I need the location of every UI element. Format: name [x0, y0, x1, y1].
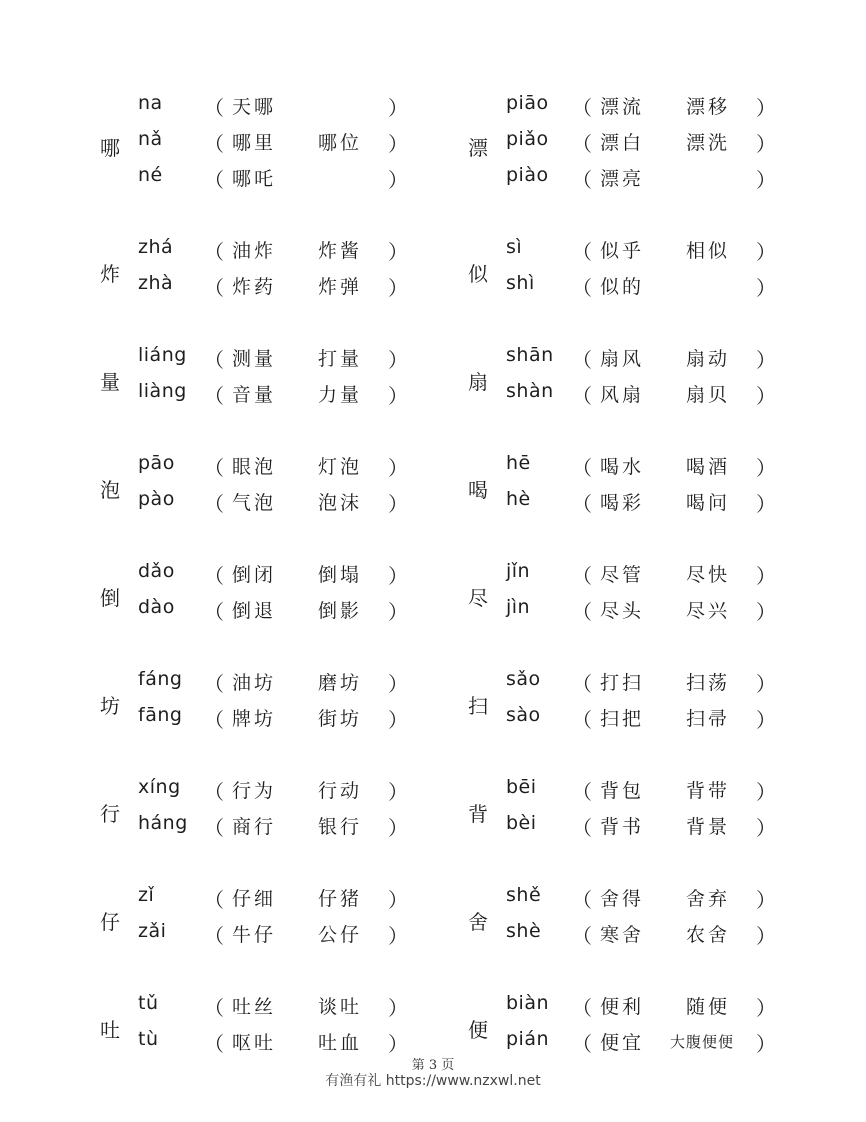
- example-word-2: 谈吐: [318, 996, 363, 1018]
- pinyin: tǔ: [138, 992, 159, 1014]
- pinyin: shàn: [506, 380, 554, 402]
- close-paren: ）: [388, 348, 408, 372]
- head-character: 泡: [100, 478, 120, 502]
- reading-row: [506, 596, 806, 632]
- example-word-2: 吐血: [318, 1032, 363, 1054]
- pinyin: háng: [138, 812, 188, 834]
- example-word-1: 似乎: [600, 240, 645, 262]
- example-word-2: 磨坊: [318, 672, 363, 694]
- pinyin: xíng: [138, 776, 181, 798]
- example-word-1: 喝彩: [600, 492, 645, 514]
- example-word-2: 炸酱: [318, 240, 363, 262]
- example-word-1: 风扇: [600, 384, 645, 406]
- reading-row: [138, 236, 438, 272]
- pinyin: fāng: [138, 704, 183, 726]
- head-character: 背: [468, 802, 488, 826]
- open-paren: （: [204, 708, 224, 732]
- pinyin: tù: [138, 1028, 159, 1050]
- head-character: 似: [468, 262, 488, 286]
- close-paren: ）: [388, 492, 408, 516]
- pinyin: né: [138, 164, 163, 186]
- example-word-2: 打量: [318, 348, 363, 370]
- example-word-1: 尽管: [600, 564, 645, 586]
- open-paren: （: [204, 132, 224, 156]
- close-paren: ）: [388, 132, 408, 156]
- example-word-1: 扫把: [600, 708, 645, 730]
- example-word-2: 银行: [318, 816, 363, 838]
- pinyin: hè: [506, 488, 531, 510]
- example-word-1: 扇风: [600, 348, 645, 370]
- example-word-2: 行动: [318, 780, 363, 802]
- close-paren: ）: [388, 276, 408, 300]
- reading-row: [506, 920, 806, 956]
- close-paren: ）: [756, 600, 776, 624]
- pinyin: nǎ: [138, 128, 163, 150]
- reading-row: [506, 992, 806, 1028]
- example-word-1: 舍得: [600, 888, 645, 910]
- open-paren: （: [572, 780, 592, 804]
- example-word-1: 喝水: [600, 456, 645, 478]
- open-paren: （: [572, 564, 592, 588]
- example-word-1: 炸药: [232, 276, 277, 298]
- pinyin: pào: [138, 488, 175, 510]
- pinyin: zhà: [138, 272, 174, 294]
- close-paren: ）: [388, 996, 408, 1020]
- example-word-2: 力量: [318, 384, 363, 406]
- close-paren: ）: [388, 96, 408, 120]
- open-paren: （: [204, 348, 224, 372]
- open-paren: （: [572, 456, 592, 480]
- example-word-2: 背带: [686, 780, 731, 802]
- pinyin: sào: [506, 704, 541, 726]
- reading-row: [138, 560, 438, 596]
- open-paren: （: [572, 96, 592, 120]
- head-character: 喝: [468, 478, 488, 502]
- example-word-1: 哪里: [232, 132, 277, 154]
- close-paren: ）: [388, 564, 408, 588]
- reading-row: [138, 596, 438, 632]
- pinyin: bēi: [506, 776, 537, 798]
- example-word-2: 泡沫: [318, 492, 363, 514]
- example-word-2: 仔猪: [318, 888, 363, 910]
- reading-row: [506, 272, 806, 308]
- pinyin: shè: [506, 920, 542, 942]
- reading-row: [506, 452, 806, 488]
- example-word-2: 哪位: [318, 132, 363, 154]
- close-paren: ）: [388, 168, 408, 192]
- example-word-1: 呕吐: [232, 1032, 277, 1054]
- reading-row: [138, 920, 438, 956]
- open-paren: （: [204, 168, 224, 192]
- close-paren: ）: [756, 1032, 776, 1056]
- head-character: 舍: [468, 910, 488, 934]
- example-word-2: 倒影: [318, 600, 363, 622]
- example-word-1: 寒舍: [600, 924, 645, 946]
- head-character: 扇: [468, 370, 488, 394]
- example-word-2: 农舍: [686, 924, 731, 946]
- example-word-1: 天哪: [232, 96, 277, 118]
- example-word-1: 音量: [232, 384, 277, 406]
- open-paren: （: [572, 708, 592, 732]
- head-character: 坊: [100, 694, 120, 718]
- example-word-2: 炸弹: [318, 276, 363, 298]
- open-paren: （: [204, 276, 224, 300]
- open-paren: （: [572, 132, 592, 156]
- example-word-1: 漂白: [600, 132, 645, 154]
- reading-row: [138, 344, 438, 380]
- reading-row: [138, 884, 438, 920]
- open-paren: （: [204, 240, 224, 264]
- pinyin: shān: [506, 344, 554, 366]
- example-word-1: 吐丝: [232, 996, 277, 1018]
- head-character: 仔: [100, 910, 120, 934]
- open-paren: （: [204, 492, 224, 516]
- close-paren: ）: [388, 456, 408, 480]
- open-paren: （: [572, 924, 592, 948]
- reading-row: [506, 560, 806, 596]
- example-word-1: 眼泡: [232, 456, 277, 478]
- pinyin: piào: [506, 164, 549, 186]
- example-word-2: 扇动: [686, 348, 731, 370]
- head-character: 炸: [100, 262, 120, 286]
- close-paren: ）: [388, 384, 408, 408]
- open-paren: （: [204, 456, 224, 480]
- example-word-1: 牌坊: [232, 708, 277, 730]
- head-character: 便: [468, 1018, 488, 1042]
- example-word-1: 漂亮: [600, 168, 645, 190]
- example-word-2: 尽兴: [686, 600, 731, 622]
- open-paren: （: [204, 1032, 224, 1056]
- pinyin: liáng: [138, 344, 187, 366]
- example-word-1: 仔细: [232, 888, 277, 910]
- head-character: 尽: [468, 586, 488, 610]
- example-word-1: 测量: [232, 348, 277, 370]
- open-paren: （: [572, 672, 592, 696]
- pinyin: bèi: [506, 812, 537, 834]
- pinyin: zǎi: [138, 920, 167, 942]
- pinyin: sǎo: [506, 668, 541, 690]
- reading-row: [138, 452, 438, 488]
- reading-row: [138, 380, 438, 416]
- reading-row: [138, 272, 438, 308]
- open-paren: （: [572, 996, 592, 1020]
- open-paren: （: [572, 600, 592, 624]
- reading-row: [138, 992, 438, 1028]
- reading-row: [138, 776, 438, 812]
- pinyin: shì: [506, 272, 535, 294]
- head-character: 量: [100, 370, 120, 394]
- example-word-1: 倒退: [232, 600, 277, 622]
- open-paren: （: [572, 348, 592, 372]
- close-paren: ）: [388, 924, 408, 948]
- example-word-2: 扫荡: [686, 672, 731, 694]
- close-paren: ）: [756, 888, 776, 912]
- example-word-1: 背包: [600, 780, 645, 802]
- close-paren: ）: [756, 384, 776, 408]
- open-paren: （: [572, 384, 592, 408]
- pinyin: liàng: [138, 380, 187, 402]
- close-paren: ）: [756, 492, 776, 516]
- reading-row: [506, 236, 806, 272]
- reading-row: [506, 704, 806, 740]
- pinyin: pián: [506, 1028, 550, 1050]
- close-paren: ）: [756, 564, 776, 588]
- pinyin: jǐn: [506, 560, 531, 582]
- open-paren: （: [572, 1032, 592, 1056]
- close-paren: ）: [756, 348, 776, 372]
- open-paren: （: [204, 672, 224, 696]
- pinyin: jìn: [506, 596, 531, 618]
- example-word-2: 舍弃: [686, 888, 731, 910]
- close-paren: ）: [388, 672, 408, 696]
- close-paren: ）: [388, 816, 408, 840]
- open-paren: （: [572, 888, 592, 912]
- example-word-2: 公仔: [318, 924, 363, 946]
- open-paren: （: [204, 816, 224, 840]
- example-word-2: 尽快: [686, 564, 731, 586]
- reading-row: [138, 164, 438, 200]
- example-word-2: 街坊: [318, 708, 363, 730]
- open-paren: （: [204, 780, 224, 804]
- open-paren: （: [204, 924, 224, 948]
- open-paren: （: [204, 600, 224, 624]
- example-word-1: 似的: [600, 276, 645, 298]
- close-paren: ）: [756, 240, 776, 264]
- example-word-2: 扇贝: [686, 384, 731, 406]
- example-word-2: 漂移: [686, 96, 731, 118]
- close-paren: ）: [388, 1032, 408, 1056]
- example-word-1: 尽头: [600, 600, 645, 622]
- example-word-1: 牛仔: [232, 924, 277, 946]
- pinyin: dǎo: [138, 560, 175, 582]
- example-word-2: 喝酒: [686, 456, 731, 478]
- example-word-1: 气泡: [232, 492, 277, 514]
- close-paren: ）: [756, 708, 776, 732]
- reading-row: [138, 668, 438, 704]
- close-paren: ）: [388, 600, 408, 624]
- head-character: 漂: [468, 136, 488, 160]
- example-word-2: 灯泡: [318, 456, 363, 478]
- close-paren: ）: [388, 780, 408, 804]
- pinyin: zǐ: [138, 884, 155, 906]
- reading-row: [138, 704, 438, 740]
- open-paren: （: [572, 276, 592, 300]
- close-paren: ）: [756, 276, 776, 300]
- reading-row: [138, 488, 438, 524]
- head-character: 扫: [468, 694, 488, 718]
- pinyin: fáng: [138, 668, 183, 690]
- head-character: 倒: [100, 586, 120, 610]
- reading-row: [138, 92, 438, 128]
- reading-row: [138, 812, 438, 848]
- close-paren: ）: [756, 96, 776, 120]
- head-character: 行: [100, 802, 120, 826]
- close-paren: ）: [756, 672, 776, 696]
- pinyin: sì: [506, 236, 523, 258]
- example-word-2: 漂洗: [686, 132, 731, 154]
- head-character: 哪: [100, 136, 120, 160]
- reading-row: [506, 128, 806, 164]
- reading-row: [138, 128, 438, 164]
- example-word-2: 相似: [686, 240, 731, 262]
- reading-row: [506, 776, 806, 812]
- close-paren: ）: [388, 888, 408, 912]
- head-character: 吐: [100, 1018, 120, 1042]
- open-paren: （: [572, 240, 592, 264]
- close-paren: ）: [756, 132, 776, 156]
- reading-row: [506, 488, 806, 524]
- pinyin: biàn: [506, 992, 550, 1014]
- example-word-1: 便宜: [600, 1032, 645, 1054]
- close-paren: ）: [756, 996, 776, 1020]
- reading-row: [506, 668, 806, 704]
- open-paren: （: [204, 96, 224, 120]
- reading-row: [506, 92, 806, 128]
- pinyin: piāo: [506, 92, 549, 114]
- page-number: 第 3 页: [411, 1058, 455, 1073]
- pinyin: na: [138, 92, 163, 114]
- example-word-2: 倒塌: [318, 564, 363, 586]
- close-paren: ）: [388, 708, 408, 732]
- open-paren: （: [204, 564, 224, 588]
- close-paren: ）: [756, 168, 776, 192]
- open-paren: （: [572, 816, 592, 840]
- close-paren: ）: [756, 780, 776, 804]
- pinyin: pāo: [138, 452, 175, 474]
- example-word-2: 扫帚: [686, 708, 731, 730]
- pinyin: dào: [138, 596, 175, 618]
- reading-row: [506, 884, 806, 920]
- open-paren: （: [572, 168, 592, 192]
- open-paren: （: [204, 384, 224, 408]
- example-word-1: 油坊: [232, 672, 277, 694]
- pinyin: piǎo: [506, 128, 549, 150]
- reading-row: [506, 380, 806, 416]
- reading-row: [506, 344, 806, 380]
- pinyin: shě: [506, 884, 542, 906]
- example-word-1: 背书: [600, 816, 645, 838]
- example-word-2: 背景: [686, 816, 731, 838]
- open-paren: （: [204, 888, 224, 912]
- open-paren: （: [204, 996, 224, 1020]
- example-word-1: 便利: [600, 996, 645, 1018]
- close-paren: ）: [756, 456, 776, 480]
- close-paren: ）: [756, 924, 776, 948]
- example-word-1: 打扫: [600, 672, 645, 694]
- pinyin: hē: [506, 452, 531, 474]
- example-word-1: 倒闭: [232, 564, 277, 586]
- example-word-2: 大腹便便: [670, 1033, 735, 1051]
- example-word-1: 哪吒: [232, 168, 277, 190]
- example-word-1: 行为: [232, 780, 277, 802]
- example-word-2: 喝问: [686, 492, 731, 514]
- reading-row: [506, 812, 806, 848]
- close-paren: ）: [756, 816, 776, 840]
- pinyin: zhá: [138, 236, 174, 258]
- example-word-2: 随便: [686, 996, 731, 1018]
- example-word-1: 油炸: [232, 240, 277, 262]
- site-watermark: 有渔有礼 https://www.nzxwl.net: [325, 1073, 541, 1089]
- close-paren: ）: [388, 240, 408, 264]
- reading-row: [506, 164, 806, 200]
- example-word-1: 商行: [232, 816, 277, 838]
- open-paren: （: [572, 492, 592, 516]
- example-word-1: 漂流: [600, 96, 645, 118]
